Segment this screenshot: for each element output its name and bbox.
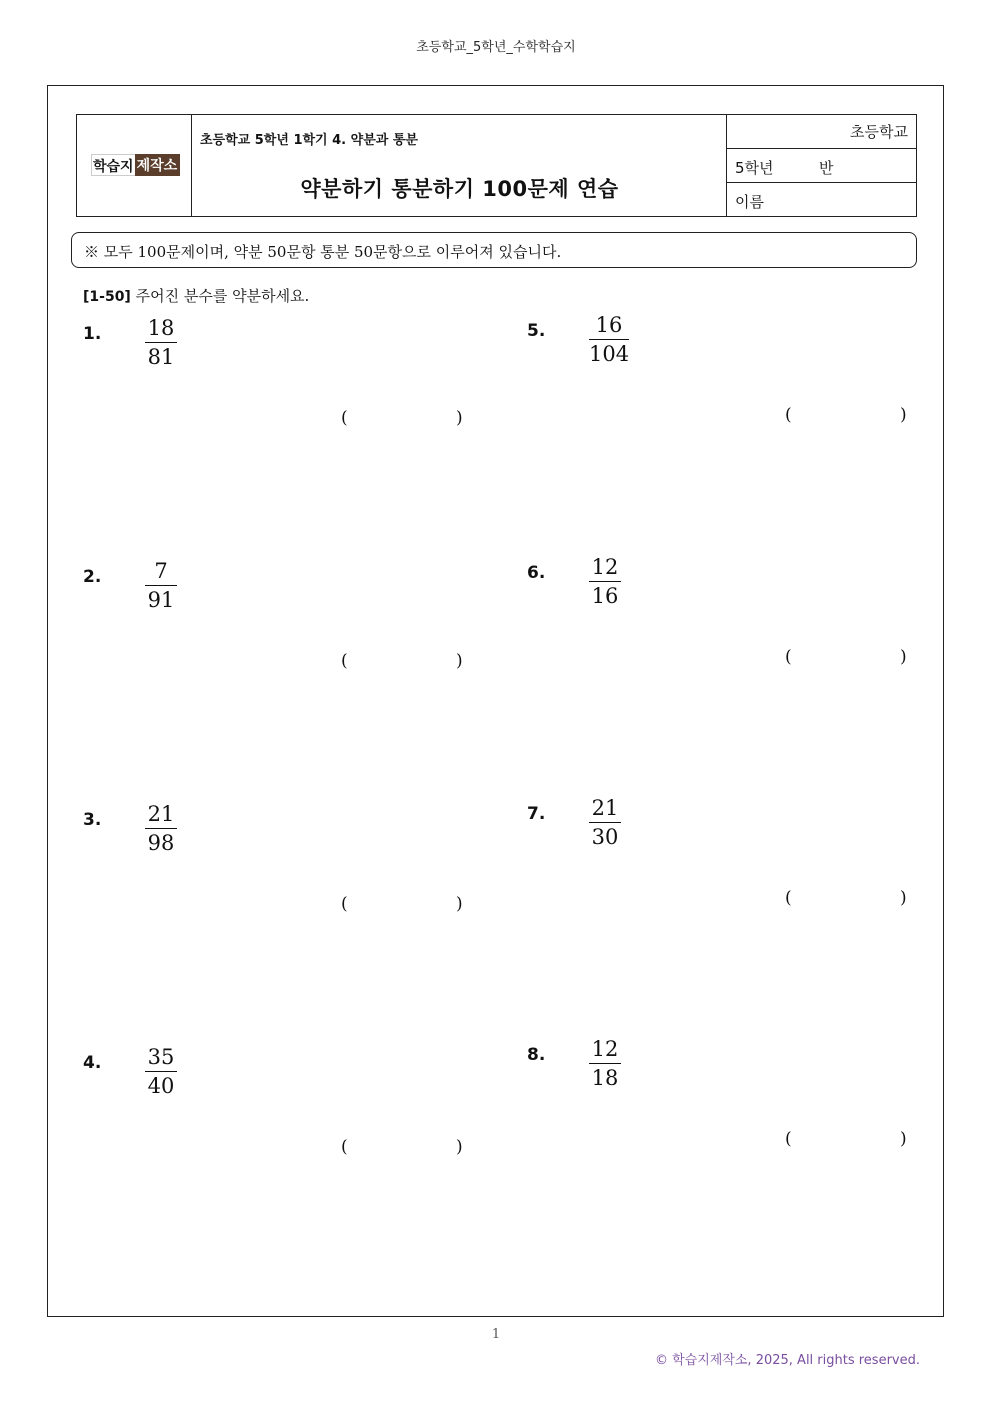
answer-close-paren[interactable]: ) <box>456 1137 463 1157</box>
logo-part-2: 제작소 <box>135 154 181 176</box>
worksheet-title: 약분하기 통분하기 100문제 연습 <box>300 177 619 201</box>
denominator: 30 <box>591 825 619 849</box>
instruction <box>83 285 309 306</box>
problem-6 <box>527 555 927 703</box>
class-label: 반 <box>819 159 834 177</box>
problem-2 <box>83 559 483 707</box>
numerator: 35 <box>145 1047 177 1072</box>
grade-row[interactable] <box>727 149 916 183</box>
answer-open-paren[interactable]: ( <box>785 405 792 425</box>
fraction <box>145 561 177 611</box>
notice-box <box>71 232 917 268</box>
fraction <box>589 1039 621 1089</box>
problem-3 <box>83 802 483 950</box>
page-number: 1 <box>491 1327 501 1342</box>
school-row[interactable] <box>727 115 916 149</box>
fraction <box>145 1047 177 1097</box>
page-header: 초등학교_5학년_수학학습지 <box>416 40 576 55</box>
numerator: 18 <box>145 318 177 343</box>
problem-7 <box>527 796 927 944</box>
logo-part-1: 학습지 <box>91 154 135 176</box>
title-cell <box>192 115 727 216</box>
numerator: 12 <box>589 1039 621 1064</box>
answer-close-paren[interactable]: ) <box>456 408 463 428</box>
instruction-text: 주어진 분수를 약분하세요. <box>135 287 310 305</box>
answer-close-paren[interactable]: ) <box>900 888 907 908</box>
denominator: 18 <box>591 1066 619 1090</box>
copyright-notice: © 학습지제작소, 2025, All rights reserved. <box>654 1353 920 1368</box>
denominator: 40 <box>147 1074 175 1098</box>
problem-1 <box>83 316 483 464</box>
student-info <box>727 115 916 216</box>
answer-open-paren[interactable]: ( <box>341 1137 348 1157</box>
brand-logo <box>91 154 180 176</box>
denominator: 16 <box>591 584 619 608</box>
denominator: 104 <box>589 342 630 366</box>
instruction-range: [1-50] <box>83 289 131 305</box>
numerator: 16 <box>589 315 629 340</box>
logo-cell <box>77 115 192 216</box>
problem-number: 7. <box>527 804 546 824</box>
problem-8 <box>527 1037 927 1185</box>
answer-close-paren[interactable]: ) <box>900 1129 907 1149</box>
answer-open-paren[interactable]: ( <box>341 894 348 914</box>
answer-open-paren[interactable]: ( <box>785 888 792 908</box>
problem-4 <box>83 1045 483 1193</box>
answer-close-paren[interactable]: ) <box>900 647 907 667</box>
fraction <box>145 318 177 368</box>
answer-close-paren[interactable]: ) <box>456 651 463 671</box>
numerator: 7 <box>145 561 177 586</box>
denominator: 91 <box>147 588 175 612</box>
grade-label: 5학년 <box>735 159 774 177</box>
problem-5 <box>527 313 927 461</box>
problem-number: 1. <box>83 324 102 344</box>
numerator: 12 <box>589 557 621 582</box>
problem-number: 4. <box>83 1053 102 1073</box>
school-label: 초등학교 <box>850 123 908 141</box>
answer-open-paren[interactable]: ( <box>341 651 348 671</box>
problem-number: 5. <box>527 321 546 341</box>
fraction <box>589 557 621 607</box>
answer-open-paren[interactable]: ( <box>785 1129 792 1149</box>
problem-number: 6. <box>527 563 546 583</box>
answer-open-paren[interactable]: ( <box>785 647 792 667</box>
answer-close-paren[interactable]: ) <box>456 894 463 914</box>
fraction <box>589 798 621 848</box>
numerator: 21 <box>589 798 621 823</box>
fraction <box>589 315 629 365</box>
fraction <box>145 804 177 854</box>
problem-number: 2. <box>83 567 102 587</box>
problem-number: 3. <box>83 810 102 830</box>
answer-open-paren[interactable]: ( <box>341 408 348 428</box>
denominator: 98 <box>147 831 175 855</box>
name-label: 이름 <box>735 193 764 211</box>
name-row[interactable] <box>727 183 916 217</box>
worksheet-subtitle: 초등학교 5학년 1학기 4. 약분과 통분 <box>200 133 418 148</box>
notice-text: ※ 모두 100문제이며, 약분 50문항 통분 50문항으로 이루어져 있습니다. <box>84 243 562 261</box>
numerator: 21 <box>145 804 177 829</box>
denominator: 81 <box>147 345 175 369</box>
answer-close-paren[interactable]: ) <box>900 405 907 425</box>
header-table <box>76 114 917 217</box>
problem-number: 8. <box>527 1045 546 1065</box>
